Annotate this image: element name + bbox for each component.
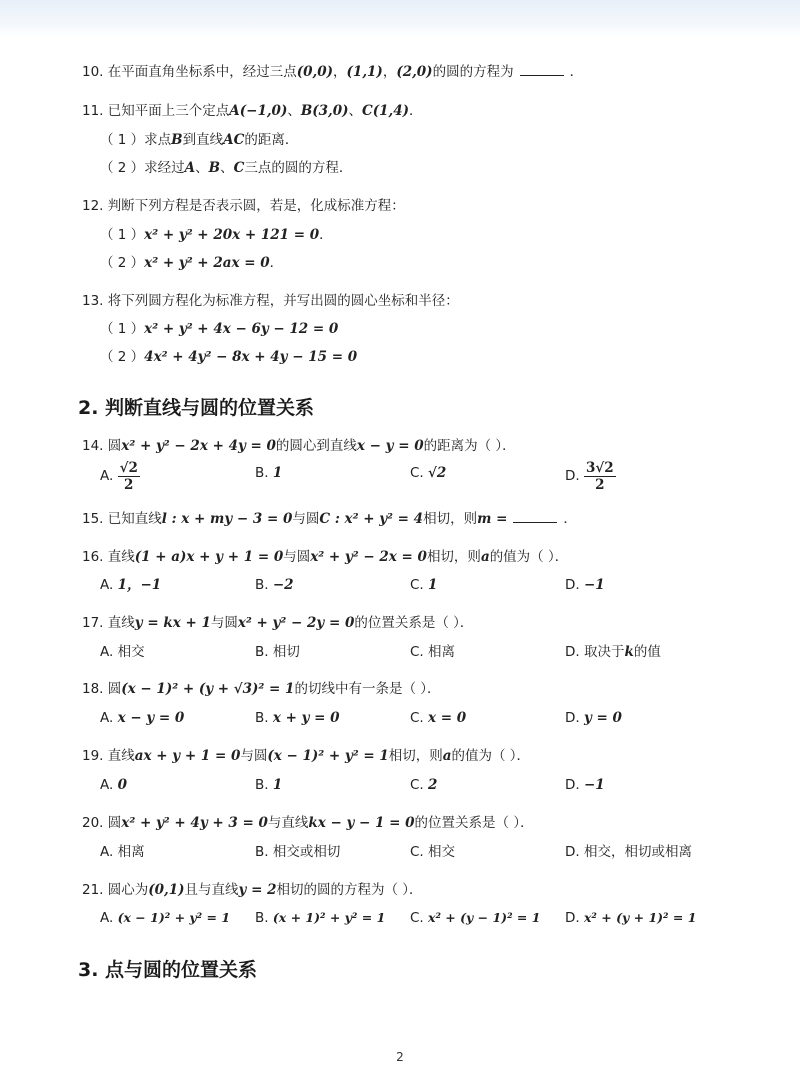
question-text: 的距离为（ ）．: [423, 438, 516, 454]
option-value: 相交，相切或相离: [583, 844, 692, 860]
math-expression: B: [208, 160, 221, 176]
option-a[interactable]: [100, 458, 140, 494]
option-label: D.: [565, 910, 580, 926]
question-text: 相切的圆的方程为（ ）．: [276, 882, 423, 898]
page-number: 2: [396, 1050, 404, 1064]
option-value: 取决于: [583, 644, 625, 660]
math-expression: B(3,0): [300, 103, 349, 119]
option-a[interactable]: [100, 574, 161, 596]
option-value: 1: [272, 777, 283, 793]
option-b[interactable]: [255, 641, 300, 663]
question-number: 21.: [82, 882, 104, 898]
option-label: A.: [100, 577, 114, 593]
option-a[interactable]: [100, 774, 127, 796]
option-value: 的值: [633, 644, 661, 660]
question-text: 的位置关系是（ ）．: [414, 815, 534, 831]
math-expression: 4x² + 4y² − 8x + 4y − 15 = 0: [144, 349, 358, 365]
question-number: 19.: [82, 748, 104, 764]
question-text: 且与直线: [184, 882, 239, 898]
option-c[interactable]: [410, 641, 455, 663]
separator: ，: [333, 64, 347, 80]
question-text: 已知直线: [107, 511, 162, 527]
option-value: −2: [272, 577, 294, 593]
math-expression: B: [171, 132, 183, 148]
question-text: 圆: [107, 438, 122, 454]
option-c[interactable]: [410, 907, 540, 929]
fraction-denominator: 2: [124, 476, 134, 493]
question-text: 的圆心到直线: [275, 438, 357, 454]
option-value: 相交或相切: [272, 844, 341, 860]
question-text: 直线: [107, 615, 135, 631]
question-12-part-2: [100, 253, 283, 273]
option-label: A.: [100, 777, 114, 793]
question-text: 三点的圆的方程．: [244, 160, 353, 176]
question-13-part-2: [100, 347, 357, 367]
math-expression: C(1,4): [362, 103, 410, 119]
question-12-part-1: [100, 225, 333, 245]
question-text: 圆: [107, 681, 122, 697]
option-label: C.: [410, 844, 424, 860]
question-text: 求点: [144, 132, 172, 148]
math-expression: m =: [477, 511, 508, 527]
option-a[interactable]: [100, 641, 145, 663]
option-d[interactable]: [565, 774, 605, 796]
option-d[interactable]: [565, 841, 692, 863]
option-c[interactable]: [410, 841, 455, 863]
question-text: 与圆: [210, 615, 238, 631]
option-label: B.: [255, 577, 269, 593]
separator: 、: [348, 103, 363, 119]
option-value: 相离: [428, 644, 456, 660]
option-label: C.: [410, 465, 424, 481]
question-17: [82, 613, 473, 633]
question-text: 与圆: [240, 748, 268, 764]
option-value: x = 0: [428, 710, 467, 726]
option-value: 1: [272, 465, 283, 481]
math-expression: x² + y² − 2x = 0: [310, 549, 427, 565]
math-expression: k: [624, 644, 634, 660]
question-text: 已知平面上三个定点: [107, 103, 230, 119]
option-c[interactable]: [410, 458, 446, 488]
option-label: C.: [410, 577, 424, 593]
question-text: 判断下列方程是否表示圆，若是，化成标准方程：: [107, 198, 405, 214]
option-c[interactable]: [410, 774, 437, 796]
question-text: 的圆的方程为: [432, 64, 514, 80]
math-expression: (1,1): [346, 64, 383, 80]
option-d[interactable]: [565, 641, 661, 663]
math-expression: x² + y² − 2y = 0: [237, 615, 355, 631]
option-label: C.: [410, 710, 424, 726]
option-value: 相交: [428, 844, 456, 860]
option-b[interactable]: [255, 574, 294, 596]
option-label: D.: [565, 468, 580, 484]
separator: 、: [220, 160, 234, 176]
option-value: y = 0: [583, 710, 622, 726]
option-value: x − y = 0: [117, 710, 185, 726]
question-number: 14.: [82, 438, 104, 454]
part-label: （ 1 ）: [100, 132, 145, 148]
question-20: [82, 813, 534, 833]
question-12: [82, 196, 405, 216]
option-label: A.: [100, 710, 114, 726]
option-label: A.: [100, 468, 114, 484]
question-11-part-1: [100, 130, 298, 150]
question-text: 的值为（ ）．: [451, 748, 531, 764]
question-number: 12.: [82, 198, 104, 214]
question-text: 的切线中有一条是（ ）．: [294, 681, 441, 697]
option-label: A.: [100, 844, 114, 860]
option-label: B.: [255, 777, 269, 793]
question-text: 圆: [107, 815, 122, 831]
option-label: D.: [565, 844, 580, 860]
fraction: [118, 460, 140, 493]
option-label: B.: [255, 910, 269, 926]
fraction-numerator: √2: [119, 459, 138, 476]
option-label: B.: [255, 710, 269, 726]
option-value: x + y = 0: [272, 710, 340, 726]
math-expression: x² + y² + 4x − 6y − 12 = 0: [144, 321, 339, 337]
question-20-options: [100, 841, 740, 865]
option-value: 2: [428, 777, 438, 793]
question-18-options: [100, 707, 740, 731]
separator: 、: [195, 160, 209, 176]
question-19-options: [100, 774, 740, 798]
question-text: 相切，则: [423, 511, 478, 527]
math-expression: (0,1): [148, 882, 185, 898]
question-text: 将下列圆方程化为标准方程，并写出圆的圆心坐标和半径：: [107, 293, 459, 309]
option-label: B.: [255, 644, 269, 660]
question-text: 在平面直角坐标系中，经过三点: [107, 64, 297, 80]
question-text: 的值为（ ）．: [489, 549, 569, 565]
option-d[interactable]: [565, 458, 616, 494]
section-heading-3: 3. 点与圆的位置关系: [78, 959, 258, 981]
option-d[interactable]: [565, 707, 622, 729]
math-expression: x² + y² − 2x + 4y = 0: [121, 438, 276, 454]
option-label: A.: [100, 910, 114, 926]
option-label: D.: [565, 710, 580, 726]
option-label: C.: [410, 777, 424, 793]
question-text: 相切，则: [388, 748, 443, 764]
math-expression: C: [233, 160, 245, 176]
option-label: D.: [565, 577, 580, 593]
math-expression: y = kx + 1: [134, 615, 211, 631]
option-b[interactable]: [255, 458, 282, 488]
question-text: 圆心为: [107, 882, 149, 898]
option-b[interactable]: [255, 841, 340, 863]
option-a[interactable]: [100, 907, 230, 929]
option-label: D.: [565, 644, 580, 660]
option-value: x² + (y − 1)² = 1: [428, 910, 541, 925]
part-label: （ 1 ）: [100, 321, 145, 337]
separator: 、: [287, 103, 301, 119]
math-expression: (1 + a)x + y + 1 = 0: [134, 549, 284, 565]
math-expression: x² + y² + 2ax = 0: [144, 255, 270, 271]
question-number: 15.: [82, 511, 104, 527]
question-18: [82, 679, 441, 699]
math-expression: A: [184, 160, 196, 176]
option-c[interactable]: [410, 574, 437, 596]
question-text: 的距离．: [244, 132, 299, 148]
math-expression: ax + y + 1 = 0: [134, 748, 241, 764]
math-expression: (x − 1)² + (y + √3)² = 1: [121, 681, 295, 697]
math-expression: a: [480, 549, 490, 565]
fraction: [584, 460, 616, 493]
question-text: 到直线: [182, 132, 224, 148]
option-value: 0: [117, 777, 127, 793]
question-number: 10.: [82, 64, 104, 80]
math-expression: (x − 1)² + y² = 1: [267, 748, 389, 764]
question-11-part-2: [100, 158, 352, 178]
question-number: 11.: [82, 103, 104, 119]
question-text: 直线: [107, 549, 135, 565]
option-value: (x − 1)² + y² = 1: [117, 910, 231, 925]
math-expression: x² + y² + 20x + 121 = 0: [144, 227, 320, 243]
question-13-part-1: [100, 319, 338, 339]
question-14: [82, 436, 516, 456]
punctuation: ．: [569, 64, 584, 80]
question-number: 13.: [82, 293, 104, 309]
math-expression: (0,0): [296, 64, 334, 80]
option-value: 相离: [117, 844, 145, 860]
question-text: 相切，则: [426, 549, 481, 565]
punctuation: ．: [319, 227, 333, 243]
option-value: 相切: [272, 644, 300, 660]
option-label: B.: [255, 844, 269, 860]
punctuation: ．: [563, 511, 577, 527]
answer-blank: [513, 510, 557, 523]
math-expression: (2,0): [396, 64, 433, 80]
option-value: 1: [428, 577, 438, 593]
option-b[interactable]: [255, 707, 340, 729]
fraction-denominator: 2: [595, 476, 605, 493]
option-value: 相交: [117, 644, 145, 660]
question-16-options: [100, 574, 740, 598]
option-value: 1，−1: [117, 577, 162, 593]
option-label: C.: [410, 644, 424, 660]
option-a[interactable]: [100, 707, 184, 729]
math-expression: A(−1,0): [229, 103, 288, 119]
math-expression: C : x² + y² = 4: [319, 511, 424, 527]
option-value: (x + 1)² + y² = 1: [272, 910, 386, 925]
question-text: 直线: [107, 748, 135, 764]
section-heading-2: 2. 判断直线与圆的位置关系: [78, 397, 315, 419]
option-c[interactable]: [410, 707, 466, 729]
answer-blank: [520, 63, 564, 76]
question-number: 17.: [82, 615, 104, 631]
option-label: D.: [565, 777, 580, 793]
punctuation: ．: [269, 255, 284, 271]
option-b[interactable]: [255, 774, 282, 796]
option-value: −1: [583, 777, 605, 793]
question-16: [82, 547, 568, 567]
option-value: √2: [428, 465, 447, 481]
question-text: 的位置关系是（ ）．: [354, 615, 474, 631]
separator: ，: [382, 64, 397, 80]
question-19: [82, 746, 530, 766]
math-expression: a: [442, 748, 452, 764]
question-13: [82, 291, 459, 311]
question-text: 求经过: [144, 160, 185, 176]
option-d[interactable]: [565, 907, 696, 929]
part-label: （ 2 ）: [100, 160, 145, 176]
option-b[interactable]: [255, 907, 385, 929]
math-expression: kx − y − 1 = 0: [308, 815, 415, 831]
part-label: （ 2 ）: [100, 255, 145, 271]
part-label: （ 2 ）: [100, 349, 145, 365]
question-number: 20.: [82, 815, 104, 831]
question-10: [82, 62, 583, 82]
math-expression: AC: [223, 132, 245, 148]
option-label: A.: [100, 644, 114, 660]
question-number: 16.: [82, 549, 104, 565]
question-number: 18.: [82, 681, 104, 697]
question-21: [82, 880, 423, 900]
fraction-numerator: 3√2: [585, 459, 614, 476]
question-14-options: [100, 458, 740, 498]
question-17-options: [100, 641, 740, 665]
option-label: C.: [410, 910, 424, 926]
punctuation: ．: [409, 103, 423, 119]
option-value: x² + (y + 1)² = 1: [583, 910, 697, 925]
option-d[interactable]: [565, 574, 605, 596]
part-label: （ 1 ）: [100, 227, 145, 243]
option-value: −1: [583, 577, 605, 593]
option-label: B.: [255, 465, 269, 481]
question-text: 与圆: [292, 511, 320, 527]
math-expression: x² + y² + 4y + 3 = 0: [121, 815, 268, 831]
question-text: 与圆: [283, 549, 311, 565]
math-expression: y = 2: [238, 882, 277, 898]
question-21-options: [100, 907, 740, 931]
math-expression: l : x + my − 3 = 0: [161, 511, 293, 527]
option-a[interactable]: [100, 841, 145, 863]
question-11: [82, 101, 423, 121]
math-expression: x − y = 0: [356, 438, 424, 454]
question-text: 与直线: [267, 815, 309, 831]
question-15: [82, 509, 577, 529]
